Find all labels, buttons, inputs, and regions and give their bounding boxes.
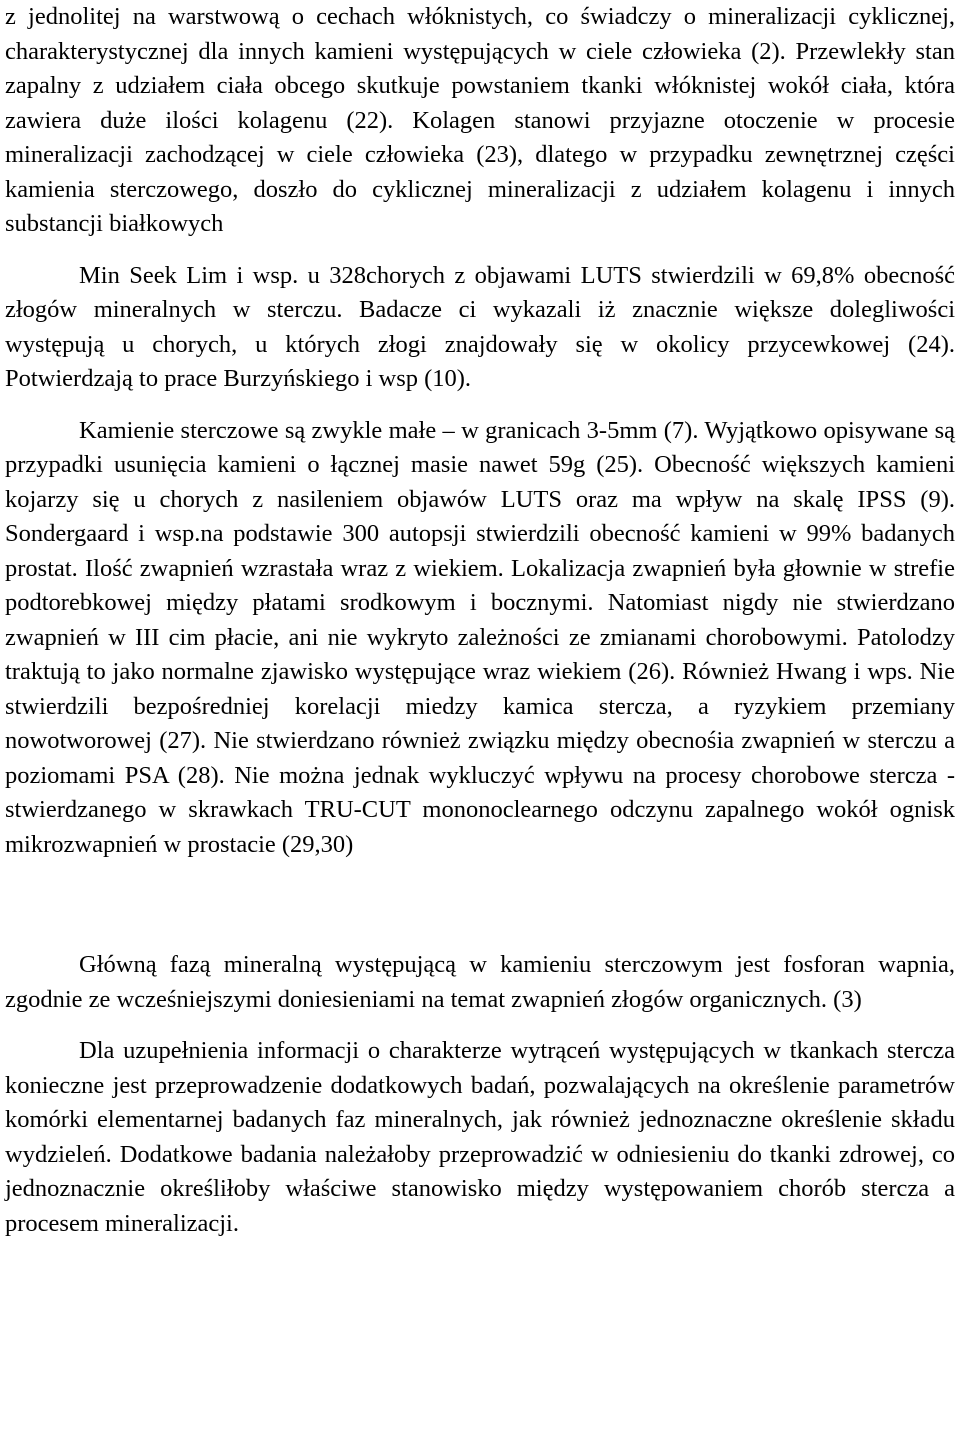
paragraph-5: Dla uzupełnienia informacji o charakterze wytrąceń występujących w tkankach stercza konieczne jest przeprowadzenie dodatkowych badań, pozwalających na określenie parametrów komórki elementarnej badanych faz mineralnych, jak również jednoznaczne określenie składu wydzieleń. Dodatkowe badania należałoby przeprowadzić w odniesieniu do tkanki zdrowej, co jednoznacznie określiłoby właściwe stanowisko między występowaniem chorób stercza a procesem mineralizacji.: [5, 1037, 955, 1237]
paragraph-gap: [5, 397, 955, 414]
paragraph-gap: [5, 862, 955, 948]
paragraph-2: Min Seek Lim i wsp. u 328chorych z objawami LUTS stwierdzili w 69,8% obecność złogów mineralnych w sterczu. Badacze ci wykazali iż znacznie większe dolegliwości występują u chorych, u których złogi znajdowały się w okolicy przycewkowej (24). Potwierdzają to prace Burzyńskiego i wsp (10).: [5, 261, 955, 392]
paragraph-4: Główną fazą mineralną występującą w kamieniu sterczowym jest fosforan wapnia, zgodnie ze wcześniejszymi doniesieniami na temat zwapnień złogów organicznych. (3): [5, 951, 955, 1013]
paragraph-gap: [5, 242, 955, 259]
document-page: [5, 0, 955, 1241]
paragraph-gap: [5, 1017, 955, 1034]
paragraph-3: Kamienie sterczowe są zwykle małe – w granicach 3-5mm (7). Wyjątkowo opisywane są przypadki usunięcia kamieni o łącznej masie nawet 59g (25). Obecność większych kamieni kojarzy się u chorych z nasileniem objawów LUTS oraz ma wpływ na skalę IPSS (9). Sondergaard i wsp.na podstawie 300 autopsji stwierdzili obecność kamieni w 99% badanych prostat. Ilość zwapnień wzrastała wraz z wiekiem. Lokalizacja zwapnień była głownie w strefie podtorebkowej między płatami srodkowym i bocznymi. Natomiast nigdy nie stwierdzano zwapnień w III cim płacie, ani nie wykryto zależności ze zmianami chorobowymi. Patolodzy traktują to jako normalne zjawisko występujące wraz wiekiem (26). Również Hwang i wps. Nie stwierdzili bezpośredniej korelacji miedzy kamica stercza, a ryzykiem przemiany nowotworowej (27). Nie stwierdzano również związku między obecnośia zwapnień w sterczu a poziomami PSA (28). Nie można jednak wykluczyć wpływu na procesy chorobowe stercza - stwierdzanego w skrawkach TRU-CUT mononoclearnego odczynu zapalnego wokół ognisk mikrozwapnień w prostacie (29,30): [5, 416, 955, 858]
paragraph-1: z jednolitej na warstwową o cechach włóknistych, co świadczy o mineralizacji cyklicznej, charakterystycznej dla innych kamieni występujących w ciele człowieka (2). Przewlekły stan zapalny z udziałem ciała obcego skutkuje powstaniem tkanki włóknistej wokół ciała, która zawiera duże ilości kolagenu (22). Kolagen stanowi przyjazne otoczenie w procesie mineralizacji zachodzącej w ciele człowieka (23), dlatego w przypadku zewnętrznej części kamienia sterczowego, doszło do cyklicznej mineralizacji z udziałem kolagenu i innych substancji białkowych: [5, 3, 955, 237]
